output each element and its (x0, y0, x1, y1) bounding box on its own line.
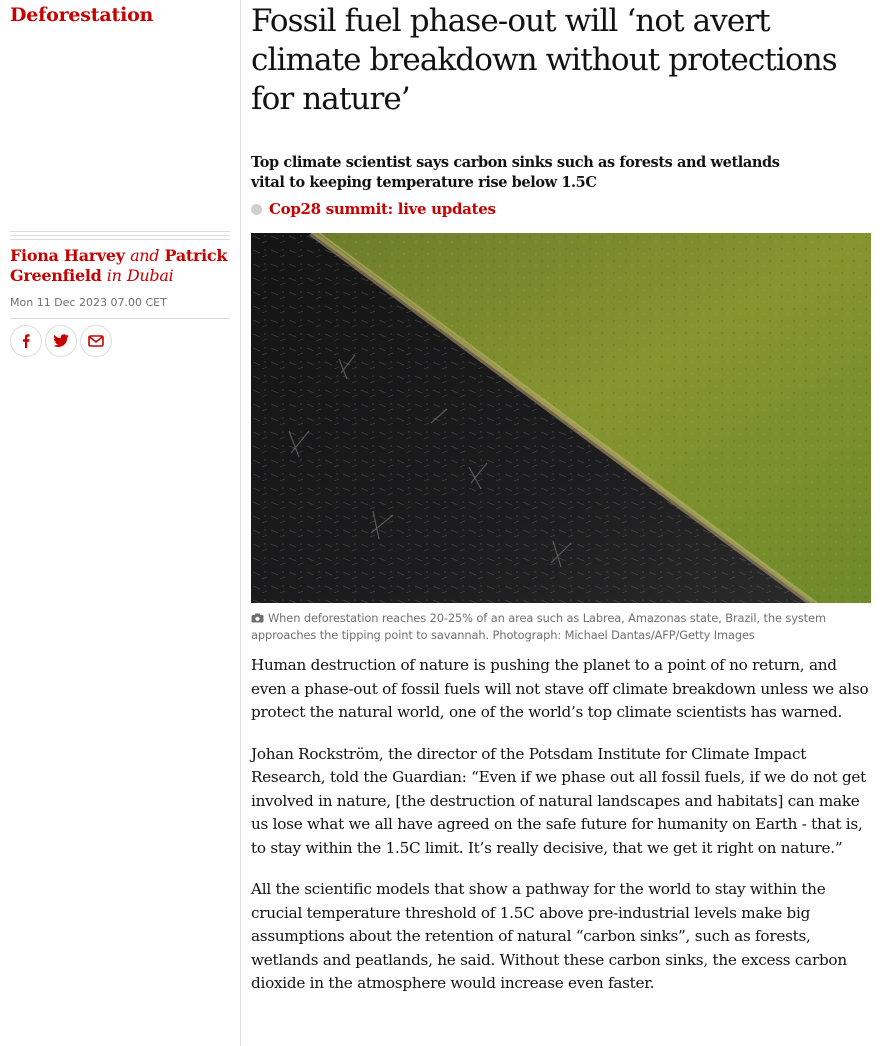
body-paragraph: Johan Rockström, the director of the Potsdam Institute for Climate Impact Research, told the Guardian: “Even if we phase out all fossil fuels, if we do not get involved in nature, [the destruction of natural landscapes and habitats] can make us lose what we all have agreed on the safe future for humanity on Earth - that is, to stay within the 1.5C limit. It’s really decisive, that we get it right on nature.” (251, 744, 867, 857)
date-divider (10, 318, 230, 319)
twitter-icon (53, 334, 69, 348)
body-paragraph: Human destruction of nature is pushing the planet to a point of no return, and even a phase-out of fossil fuels will not stave off climate breakdown unless we also protect the natural world, one of the world’s top climate scientists has warned. (251, 656, 869, 721)
byline-conjunction: and (130, 246, 160, 265)
caption-text: When deforestation reaches 20-25% of an area such as Labrea, Amazonas state, Brazil, the system approaches the tipping point to savannah. Photograph: Michael Dantas/AFP/Getty Images (251, 611, 826, 642)
body-paragraph: All the scientific models that show a pathway for the world to stay within the crucial temperature threshold of 1.5C above pre-industrial levels make big assumptions about the retention of natural “carbon sinks”, such as forests, wetlands and peatlands, he said. Without these carbon sinks, the excess carbon dioxide in the atmosphere would increase even faster. (251, 880, 847, 992)
live-updates-label: Cop28 summit: live updates (269, 200, 496, 218)
author-link-1[interactable]: Fiona Harvey (10, 246, 125, 265)
column-divider (240, 0, 241, 1046)
live-dot-icon (251, 204, 262, 215)
author-link-2[interactable]: Patrick Greenfield (10, 246, 228, 285)
hero-image (251, 233, 871, 603)
share-facebook-button[interactable] (10, 325, 42, 357)
standfirst: Top climate scientist says carbon sinks such as forests and wetlands vital to keeping temperature rise below 1.5C (251, 154, 780, 191)
byline-location: Dubai (126, 266, 174, 285)
headline: Fossil fuel phase-out will ‘not avert climate breakdown without protections for nature’ (251, 3, 837, 117)
live-updates-link[interactable] (251, 200, 496, 218)
share-email-button[interactable] (80, 325, 112, 357)
meta-divider (10, 231, 230, 243)
section-link[interactable]: Deforestation (10, 4, 154, 26)
image-caption (251, 610, 873, 644)
facebook-icon (19, 334, 33, 348)
byline-location-prefix: in (106, 266, 122, 285)
article-body (251, 654, 876, 1014)
byline (10, 246, 235, 286)
camera-icon (251, 613, 264, 623)
email-icon (88, 335, 104, 347)
publish-date: Mon 11 Dec 2023 07.00 CET (10, 296, 167, 309)
share-buttons (10, 325, 112, 357)
share-twitter-button[interactable] (45, 325, 77, 357)
